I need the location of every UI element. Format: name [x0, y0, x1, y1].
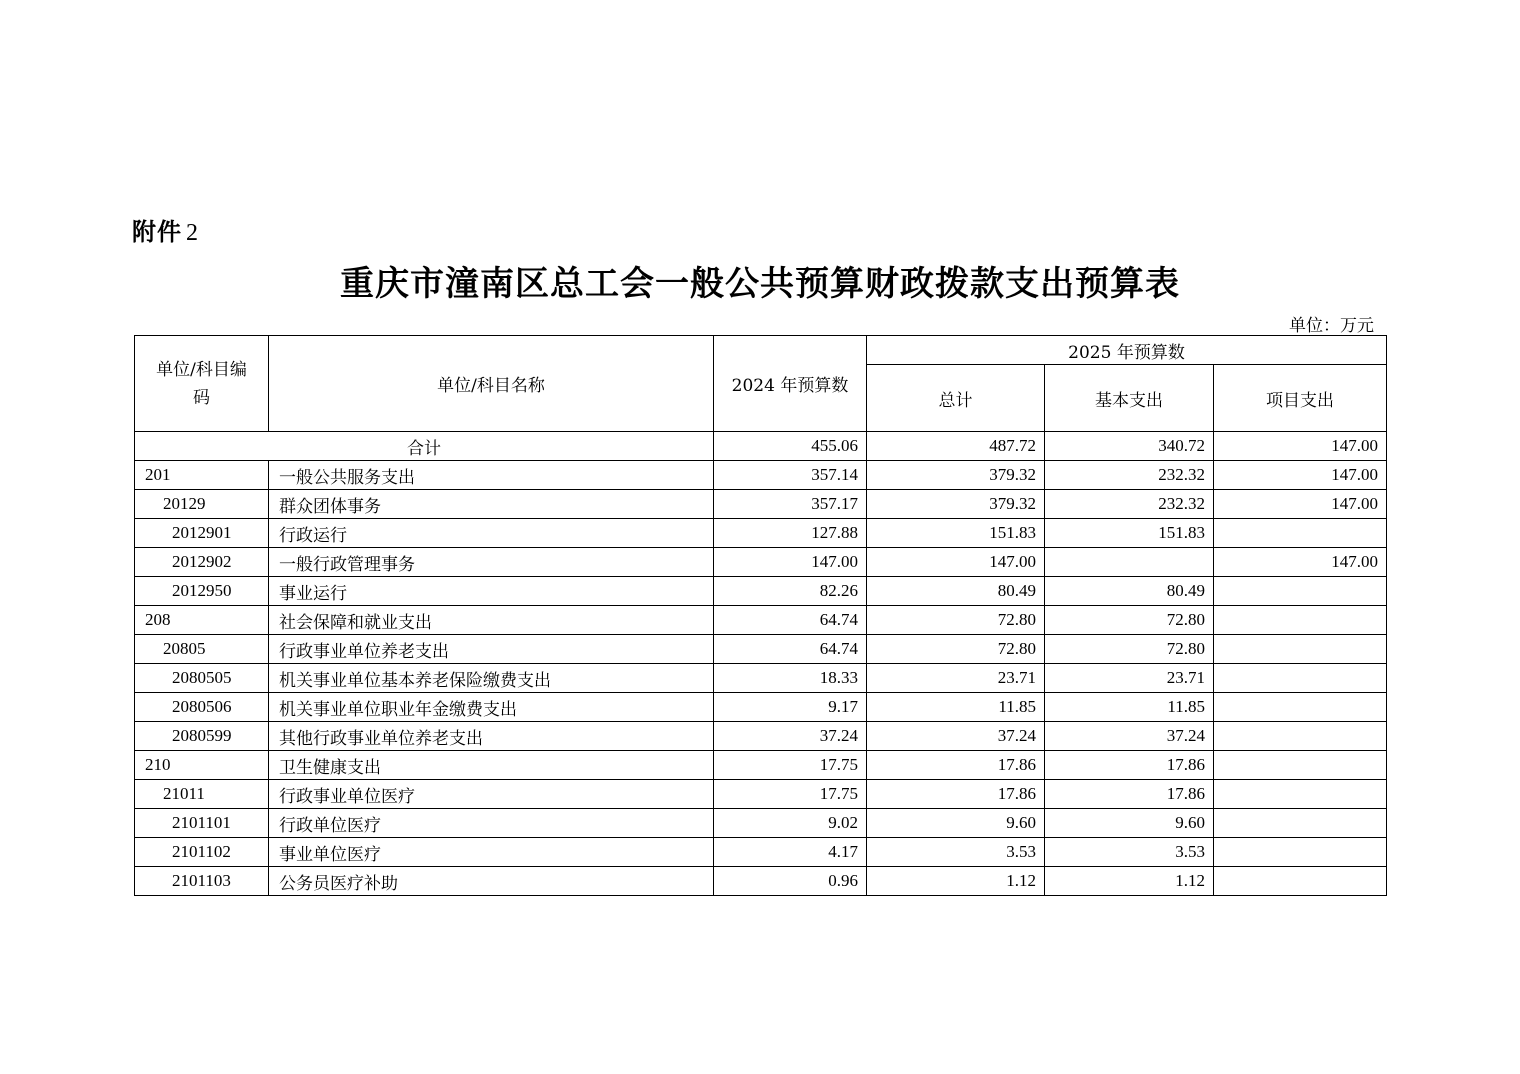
budget-table: [134, 335, 1387, 896]
cell-total: 72.80: [867, 635, 1045, 664]
cell-project: [1214, 867, 1387, 896]
cell-project: 147.00: [1214, 490, 1387, 519]
header-code: 单位/科目编码: [135, 336, 269, 432]
cell-total: 80.49: [867, 577, 1045, 606]
total-row: [135, 432, 1387, 461]
cell-code: 201: [135, 461, 269, 490]
table-row: [135, 693, 1387, 722]
table-row: [135, 635, 1387, 664]
cell-budget-2024: 4.17: [714, 838, 867, 867]
cell-name: 其他行政事业单位养老支出: [269, 722, 714, 751]
table-row: [135, 664, 1387, 693]
total-row-total: 487.72: [867, 432, 1045, 461]
cell-budget-2024: 82.26: [714, 577, 867, 606]
header-budget-2024: 2024 年预算数: [714, 336, 867, 432]
cell-code: 20129: [135, 490, 269, 519]
cell-name: 一般公共服务支出: [269, 461, 714, 490]
cell-basic: 72.80: [1045, 635, 1214, 664]
cell-total: 17.86: [867, 751, 1045, 780]
cell-name: 行政运行: [269, 519, 714, 548]
cell-project: [1214, 664, 1387, 693]
cell-budget-2024: 64.74: [714, 606, 867, 635]
table-row: [135, 606, 1387, 635]
cell-name: 一般行政管理事务: [269, 548, 714, 577]
cell-total: 3.53: [867, 838, 1045, 867]
cell-total: 11.85: [867, 693, 1045, 722]
cell-basic: 23.71: [1045, 664, 1214, 693]
cell-total: 17.86: [867, 780, 1045, 809]
cell-project: [1214, 606, 1387, 635]
attachment-number: 2: [186, 220, 199, 246]
page-title: 重庆市潼南区总工会一般公共预算财政拨款支出预算表: [340, 264, 1180, 304]
total-row-basic: 340.72: [1045, 432, 1214, 461]
cell-code: 2012950: [135, 577, 269, 606]
header-total: 总计: [867, 365, 1045, 432]
cell-code: 2080505: [135, 664, 269, 693]
cell-budget-2024: 17.75: [714, 751, 867, 780]
cell-project: [1214, 577, 1387, 606]
header-project: 项目支出: [1214, 365, 1387, 432]
cell-total: 379.32: [867, 461, 1045, 490]
cell-project: [1214, 519, 1387, 548]
cell-basic: 232.32: [1045, 490, 1214, 519]
cell-basic: 3.53: [1045, 838, 1214, 867]
cell-code: 208: [135, 606, 269, 635]
cell-name: 行政事业单位养老支出: [269, 635, 714, 664]
cell-total: 147.00: [867, 548, 1045, 577]
cell-project: [1214, 693, 1387, 722]
cell-budget-2024: 9.02: [714, 809, 867, 838]
cell-name: 公务员医疗补助: [269, 867, 714, 896]
cell-total: 1.12: [867, 867, 1045, 896]
cell-code: 2101102: [135, 838, 269, 867]
header-basic: 基本支出: [1045, 365, 1214, 432]
total-row-label: 合计: [135, 432, 714, 461]
cell-budget-2024: 64.74: [714, 635, 867, 664]
table-row: [135, 461, 1387, 490]
cell-total: 72.80: [867, 606, 1045, 635]
cell-budget-2024: 18.33: [714, 664, 867, 693]
cell-total: 23.71: [867, 664, 1045, 693]
cell-total: 379.32: [867, 490, 1045, 519]
cell-name: 卫生健康支出: [269, 751, 714, 780]
unit-label: 单位：万元: [1289, 316, 1374, 336]
attachment-text: 附件: [132, 218, 182, 246]
cell-project: [1214, 809, 1387, 838]
cell-basic: 72.80: [1045, 606, 1214, 635]
cell-code: 2012902: [135, 548, 269, 577]
cell-budget-2024: 9.17: [714, 693, 867, 722]
cell-project: 147.00: [1214, 548, 1387, 577]
table-row: [135, 809, 1387, 838]
cell-name: 机关事业单位职业年金缴费支出: [269, 693, 714, 722]
cell-basic: 80.49: [1045, 577, 1214, 606]
table-row: [135, 577, 1387, 606]
cell-code: 20805: [135, 635, 269, 664]
table-row: [135, 838, 1387, 867]
cell-budget-2024: 147.00: [714, 548, 867, 577]
cell-code: 21011: [135, 780, 269, 809]
cell-code: 210: [135, 751, 269, 780]
cell-basic: 9.60: [1045, 809, 1214, 838]
cell-basic: [1045, 548, 1214, 577]
cell-budget-2024: 357.14: [714, 461, 867, 490]
cell-name: 行政单位医疗: [269, 809, 714, 838]
cell-budget-2024: 357.17: [714, 490, 867, 519]
cell-code: 2080506: [135, 693, 269, 722]
cell-budget-2024: 37.24: [714, 722, 867, 751]
cell-basic: 232.32: [1045, 461, 1214, 490]
table-row: [135, 490, 1387, 519]
total-row-budget-2024: 455.06: [714, 432, 867, 461]
cell-code: 2101103: [135, 867, 269, 896]
cell-name: 事业运行: [269, 577, 714, 606]
total-row-project: 147.00: [1214, 432, 1387, 461]
cell-project: [1214, 722, 1387, 751]
cell-code: 2012901: [135, 519, 269, 548]
cell-basic: 151.83: [1045, 519, 1214, 548]
cell-budget-2024: 127.88: [714, 519, 867, 548]
table-row: [135, 548, 1387, 577]
header-budget-2025: 2025 年预算数: [867, 336, 1387, 365]
table-row: [135, 867, 1387, 896]
table-row: [135, 751, 1387, 780]
cell-project: [1214, 780, 1387, 809]
cell-code: 2101101: [135, 809, 269, 838]
attachment-label: [132, 212, 199, 247]
table-row: [135, 722, 1387, 751]
cell-total: 151.83: [867, 519, 1045, 548]
cell-code: 2080599: [135, 722, 269, 751]
cell-name: 事业单位医疗: [269, 838, 714, 867]
cell-name: 机关事业单位基本养老保险缴费支出: [269, 664, 714, 693]
cell-budget-2024: 0.96: [714, 867, 867, 896]
cell-budget-2024: 17.75: [714, 780, 867, 809]
cell-basic: 11.85: [1045, 693, 1214, 722]
cell-project: 147.00: [1214, 461, 1387, 490]
cell-project: [1214, 838, 1387, 867]
cell-name: 行政事业单位医疗: [269, 780, 714, 809]
table-row: [135, 519, 1387, 548]
cell-name: 社会保障和就业支出: [269, 606, 714, 635]
cell-basic: 1.12: [1045, 867, 1214, 896]
cell-basic: 37.24: [1045, 722, 1214, 751]
cell-total: 9.60: [867, 809, 1045, 838]
cell-total: 37.24: [867, 722, 1045, 751]
cell-project: [1214, 751, 1387, 780]
cell-name: 群众团体事务: [269, 490, 714, 519]
header-name: 单位/科目名称: [269, 336, 714, 432]
cell-basic: 17.86: [1045, 751, 1214, 780]
table-row: [135, 780, 1387, 809]
cell-project: [1214, 635, 1387, 664]
cell-basic: 17.86: [1045, 780, 1214, 809]
